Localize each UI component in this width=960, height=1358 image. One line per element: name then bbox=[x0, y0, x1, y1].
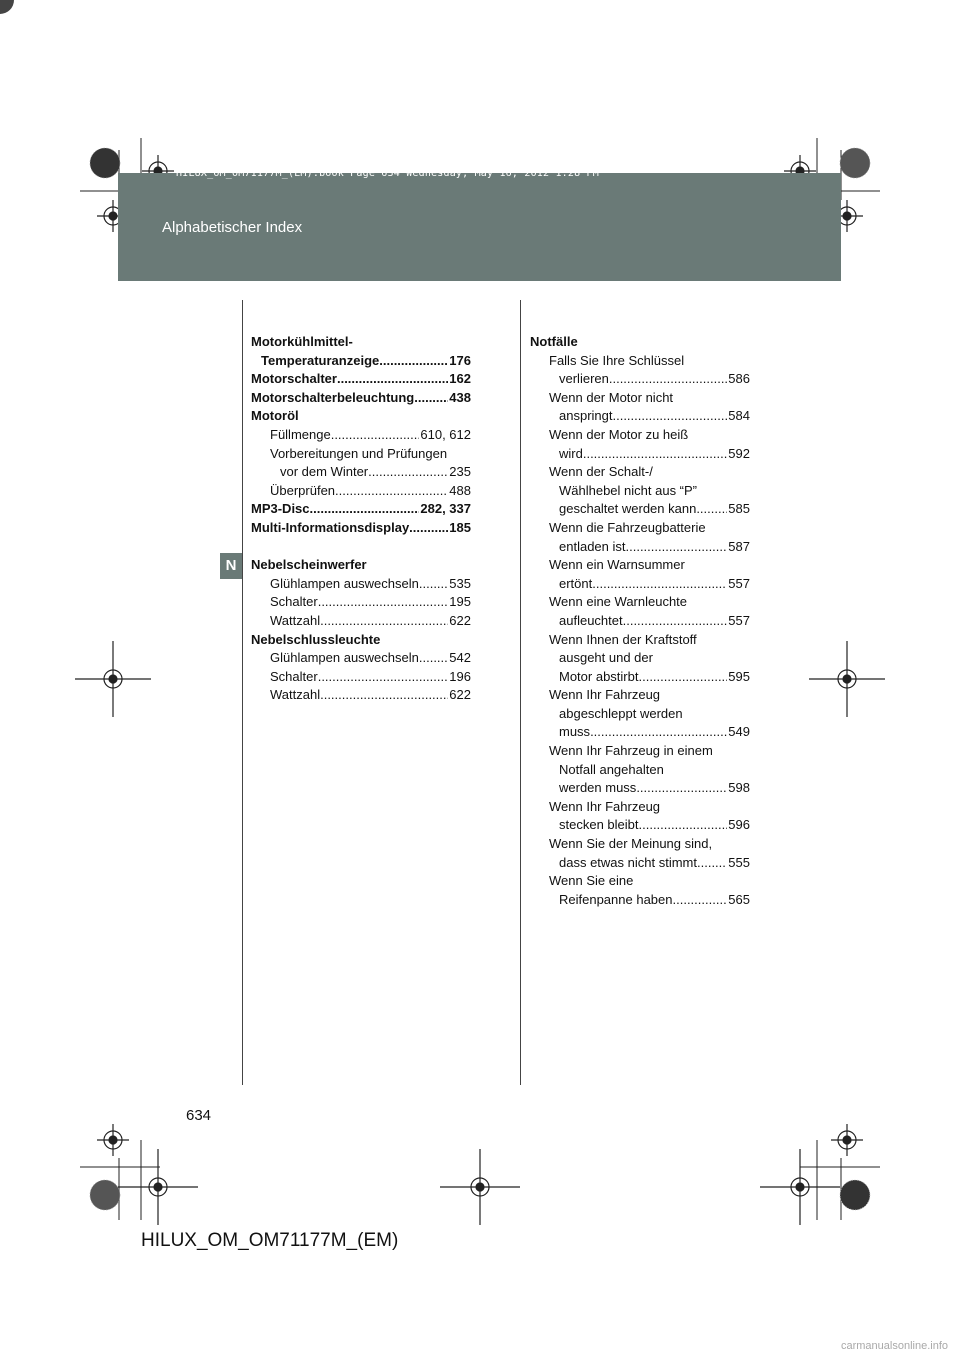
leader-dots bbox=[419, 649, 448, 668]
index-entry-line: Wenn Ihr Fahrzeug bbox=[549, 798, 661, 814]
starburst-icon bbox=[0, 0, 14, 14]
index-page-ref: 584 bbox=[728, 408, 750, 424]
index-page-ref: 596 bbox=[728, 817, 750, 833]
index-entry bbox=[530, 742, 750, 798]
index-entry-line: Vorbereitungen und Prüfungen bbox=[270, 445, 448, 461]
index-page-ref: 195 bbox=[449, 594, 471, 610]
index-entry-line: Nebelschlussleuchte bbox=[251, 631, 381, 647]
index-entry bbox=[530, 389, 750, 426]
index-page-ref: 162 bbox=[449, 371, 471, 387]
index-term: wird bbox=[559, 445, 583, 461]
index-term: geschaltet werden kann bbox=[559, 501, 697, 517]
index-page-ref: 592 bbox=[728, 445, 750, 461]
index-entry bbox=[530, 426, 750, 463]
index-entry bbox=[530, 333, 750, 352]
index-page-ref: 595 bbox=[728, 668, 750, 684]
leader-dots bbox=[318, 593, 449, 612]
index-page-ref: 557 bbox=[728, 575, 750, 591]
leader-dots bbox=[590, 723, 727, 742]
index-term: Multi-Informationsdisplay bbox=[251, 519, 410, 535]
index-entry-line: Nebelscheinwerfer bbox=[251, 557, 367, 573]
index-entry-line: Wenn eine Warnleuchte bbox=[549, 594, 688, 610]
index-entry-line: Wenn Sie eine bbox=[549, 873, 634, 889]
leader-dots bbox=[368, 463, 448, 482]
index-page-ref: 622 bbox=[449, 612, 471, 628]
index-term: Füllmenge bbox=[270, 426, 331, 442]
index-page-ref: 586 bbox=[728, 371, 750, 387]
document-code: HILUX_OM_OM71177M_(EM) bbox=[141, 1230, 399, 1251]
index-entry-leader bbox=[251, 426, 471, 445]
leader-dots bbox=[583, 445, 727, 464]
leader-dots bbox=[320, 612, 448, 631]
index-column-left bbox=[251, 333, 471, 705]
index-entry-leader bbox=[251, 575, 471, 594]
index-entry-line: Wenn der Motor nicht bbox=[549, 389, 674, 405]
leader-dots bbox=[419, 575, 448, 594]
index-entry-line: Wenn Ihr Fahrzeug bbox=[549, 687, 661, 703]
leader-dots bbox=[638, 668, 727, 687]
leader-dots bbox=[612, 370, 727, 389]
index-term: Wattzahl bbox=[270, 612, 321, 628]
crosshair-icon bbox=[760, 1149, 840, 1225]
index-entry bbox=[530, 686, 750, 742]
index-term: Schalter bbox=[270, 668, 318, 684]
index-term: dass etwas nicht stimmt bbox=[559, 854, 697, 870]
print-stamp: HILUX_OM_OM71177M_(EM).book Page 634 Wednesday, May 16, 2012 1:28 PM bbox=[176, 168, 599, 179]
index-entry-line: Wenn ein Warnsummer bbox=[549, 557, 685, 573]
index-page-ref: 488 bbox=[449, 482, 471, 498]
index-entry bbox=[251, 482, 471, 501]
leader-dots bbox=[335, 482, 448, 501]
index-spacer bbox=[251, 538, 471, 557]
index-entry-line: abgeschleppt werden bbox=[559, 705, 683, 721]
index-term: vor dem Winter bbox=[280, 464, 369, 480]
crosshair-icon bbox=[831, 1124, 863, 1156]
index-page-ref: 622 bbox=[449, 687, 471, 703]
index-entry bbox=[530, 519, 750, 556]
crosshair-icon bbox=[118, 1149, 198, 1225]
index-entry bbox=[530, 463, 750, 519]
leader-dots bbox=[320, 686, 448, 705]
index-entry-line: Wenn Ihnen der Kraftstoff bbox=[549, 631, 697, 647]
index-entry bbox=[530, 835, 750, 872]
index-page-ref: 610, 612 bbox=[420, 426, 471, 442]
index-entry-line: Wenn der Motor zu heiß bbox=[549, 426, 689, 442]
leader-dots bbox=[414, 389, 448, 408]
leader-dots bbox=[313, 500, 419, 519]
index-page-ref: 542 bbox=[449, 650, 471, 666]
index-entry-line: Wenn die Fahrzeugbatterie bbox=[549, 519, 706, 535]
index-entry-line: Falls Sie Ihre Schlüssel bbox=[549, 352, 685, 368]
index-entry-leader bbox=[530, 668, 750, 687]
index-entry-leader bbox=[251, 352, 471, 371]
index-page-ref: 549 bbox=[728, 724, 750, 740]
index-page-ref: 535 bbox=[449, 575, 471, 591]
index-entry-leader bbox=[530, 816, 750, 835]
index-page-ref: 557 bbox=[728, 612, 750, 628]
index-term: aufleuchtet bbox=[559, 612, 623, 628]
leader-dots bbox=[331, 426, 420, 445]
index-entry bbox=[251, 445, 471, 482]
index-entry bbox=[251, 556, 471, 575]
leader-dots bbox=[318, 668, 449, 687]
index-entry-leader bbox=[530, 891, 750, 910]
index-entry bbox=[251, 649, 471, 668]
index-page-ref: 196 bbox=[449, 668, 471, 684]
index-term: Glühlampen auswechseln bbox=[270, 650, 419, 666]
leader-dots bbox=[616, 407, 727, 426]
index-entry bbox=[251, 668, 471, 687]
index-term: Motorschalterbeleuchtung bbox=[251, 389, 415, 405]
index-entry-line: Wenn der Schalt-/ bbox=[549, 464, 653, 480]
index-entry bbox=[251, 575, 471, 594]
column-divider bbox=[242, 300, 243, 1085]
index-entry-leader bbox=[530, 500, 750, 519]
index-entry-leader bbox=[251, 370, 471, 389]
index-term: Schalter bbox=[270, 594, 318, 610]
index-entry bbox=[530, 352, 750, 389]
index-page-ref: 176 bbox=[449, 352, 471, 368]
index-entry-leader bbox=[251, 649, 471, 668]
index-entry-line: Wählhebel nicht aus “P” bbox=[559, 482, 698, 498]
index-page-ref: 282, 337 bbox=[420, 501, 471, 517]
crosshair-icon bbox=[440, 1149, 520, 1225]
starburst-icon bbox=[90, 1180, 120, 1210]
index-page-ref: 565 bbox=[728, 891, 750, 907]
index-entry bbox=[530, 556, 750, 593]
index-term: Wattzahl bbox=[270, 687, 321, 703]
index-entry-leader bbox=[530, 612, 750, 631]
index-term: Motor abstirbt bbox=[559, 668, 639, 684]
index-entry bbox=[251, 593, 471, 612]
crosshair-icon bbox=[97, 1124, 129, 1156]
index-page-ref: 438 bbox=[449, 389, 471, 405]
index-entry-leader bbox=[530, 370, 750, 389]
index-page-ref: 235 bbox=[449, 464, 471, 480]
leader-dots bbox=[592, 575, 727, 594]
index-entry-leader bbox=[530, 407, 750, 426]
index-entry-line: Motoröl bbox=[251, 408, 299, 424]
page-title: Alphabetischer Index bbox=[162, 219, 303, 236]
leader-dots bbox=[379, 352, 448, 371]
leader-dots bbox=[337, 370, 448, 389]
leader-dots bbox=[639, 816, 728, 835]
index-entry bbox=[530, 593, 750, 630]
index-entry-leader bbox=[251, 593, 471, 612]
index-entry-line: Notfälle bbox=[530, 334, 578, 349]
index-entry-line: Notfall angehalten bbox=[559, 761, 664, 777]
index-term: Motorschalter bbox=[251, 371, 337, 387]
index-entry bbox=[251, 631, 471, 650]
index-term: MP3-Disc. bbox=[251, 501, 314, 517]
index-entry bbox=[251, 500, 471, 519]
index-entry bbox=[251, 519, 471, 538]
leader-dots bbox=[636, 779, 727, 798]
index-entry-leader bbox=[530, 445, 750, 464]
column-divider bbox=[520, 300, 521, 1085]
section-tab: N bbox=[220, 553, 242, 579]
leader-dots bbox=[409, 519, 448, 538]
index-term: Temperaturanzeige bbox=[261, 352, 380, 368]
index-entry-line: Wenn Sie der Meinung sind, bbox=[549, 836, 713, 852]
leader-dots bbox=[623, 612, 728, 631]
index-term: werden muss bbox=[559, 780, 637, 796]
index-entry-line: Motorkühlmittel- bbox=[251, 334, 353, 349]
index-entry bbox=[251, 612, 471, 631]
index-term: ertönt bbox=[559, 575, 593, 591]
index-entry-leader bbox=[530, 575, 750, 594]
leader-dots bbox=[673, 891, 728, 910]
starburst-icon bbox=[840, 1180, 870, 1210]
index-entry-leader bbox=[530, 538, 750, 557]
index-term: anspringt. bbox=[559, 408, 617, 424]
index-column-right bbox=[530, 333, 750, 909]
index-entry-leader bbox=[251, 612, 471, 631]
index-term: Reifenpanne haben bbox=[559, 891, 673, 907]
index-entry-leader bbox=[251, 463, 471, 482]
index-entry bbox=[530, 798, 750, 835]
index-entry bbox=[251, 389, 471, 408]
index-page-ref: 555 bbox=[728, 854, 750, 870]
index-page-ref: 598 bbox=[728, 780, 750, 796]
index-entry-leader bbox=[530, 779, 750, 798]
index-page-ref: 585 bbox=[728, 501, 750, 517]
index-entry-leader bbox=[530, 723, 750, 742]
index-entry-leader bbox=[251, 482, 471, 501]
index-entry-leader bbox=[251, 668, 471, 687]
index-entry-leader bbox=[251, 500, 471, 519]
index-entry bbox=[251, 426, 471, 445]
index-entry bbox=[251, 370, 471, 389]
crosshair-icon bbox=[75, 641, 151, 717]
crosshair-icon bbox=[809, 641, 885, 717]
index-term: stecken bleibt bbox=[559, 817, 639, 833]
leader-dots bbox=[626, 538, 728, 557]
index-entry bbox=[251, 333, 471, 370]
leader-dots bbox=[696, 500, 727, 519]
index-term: muss bbox=[559, 724, 591, 740]
index-entry-leader bbox=[251, 519, 471, 538]
index-page-ref: 185 bbox=[449, 519, 471, 535]
index-term: entladen ist bbox=[559, 538, 626, 554]
leader-dots bbox=[697, 854, 727, 873]
index-entry-leader bbox=[251, 389, 471, 408]
starburst-icon bbox=[90, 148, 120, 178]
index-entry bbox=[530, 631, 750, 687]
index-page-ref: 587 bbox=[728, 538, 750, 554]
page-number: 634 bbox=[186, 1107, 212, 1124]
index-entry-line: ausgeht und der bbox=[559, 650, 653, 666]
index-entry bbox=[530, 872, 750, 909]
index-entry bbox=[251, 686, 471, 705]
index-term: verlieren. bbox=[559, 371, 613, 387]
index-entry-leader bbox=[251, 686, 471, 705]
index-entry-leader bbox=[530, 854, 750, 873]
index-entry bbox=[251, 407, 471, 426]
index-term: Glühlampen auswechseln bbox=[270, 575, 419, 591]
watermark: carmanualsonline.info bbox=[840, 1340, 948, 1352]
index-term: Überprüfen bbox=[270, 482, 336, 498]
index-entry-line: Wenn Ihr Fahrzeug in einem bbox=[549, 743, 713, 759]
starburst-icon bbox=[840, 148, 870, 178]
